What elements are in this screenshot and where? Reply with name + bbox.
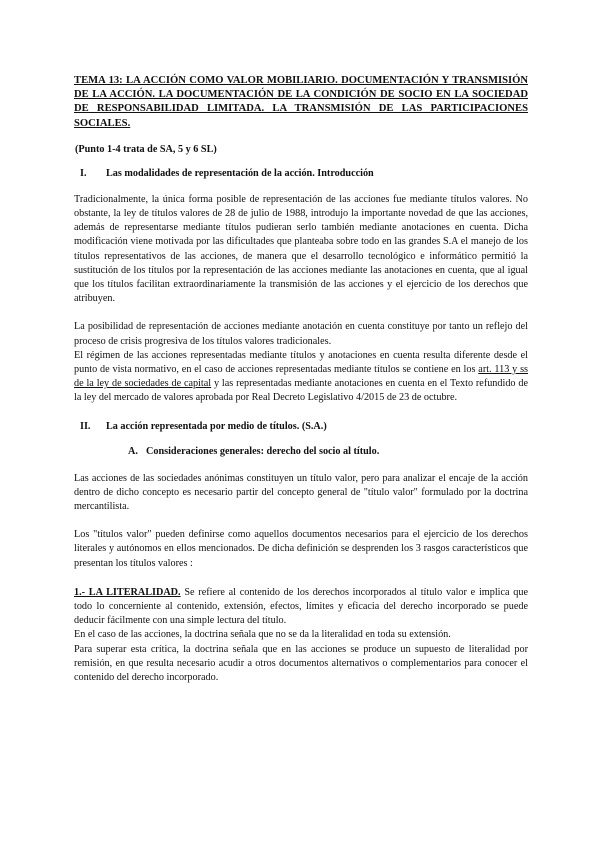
section-2-number: II. [80,420,91,432]
section-2-paragraph-4: En el caso de las acciones, la doctrina señala que no se da la literalidad en toda su extensión. [74,629,451,641]
section-1-paragraph-1: Tradicionalmente, la única forma posible de representación de las acciones fue mediante títulos valores. No obstante, la ley de títulos valores de 28 de julio de 1988, introdujo la importante novedad de que las acciones, además de representarse mediante títulos pudieran serlo también mediante anotaciones en cuenta. Dicha modificación viene motivada por las dificultades que planteaba sobre todo en las grandes S.A el manejo de los títulos representativos de las acciones, de manera que el desarrollo tecnológico e informático permitió la sustitución de los títulos por la representación de las acciones mediante las anotaciones en cuenta, que al igual que los títulos facilitan extraordinariamente la transmisión de las acciones y el ejercicio de los derechos que atribuyen. [74,193,528,305]
section-2-paragraph-5: Para superar esta crítica, la doctrina señala que en las acciones se produce un supuesto de literalidad por remisión, en que resulta necesario acudir a otros documentos alternativos o complementarios para conocer el contenido del derecho incorporado. [74,643,528,684]
document-page [74,74,528,685]
section-1-heading [74,168,528,179]
section-2-paragraph-1: Las acciones de las sociedades anónimas constituyen un título valor, pero para analizar el encaje de la acción dentro de dicho concepto es necesario partir del concepto general de "título valor" formulado por la doctrina mercantilista. [74,472,528,513]
section-1-title: Las modalidades de representación de la acción. Introducción [106,167,374,179]
document-title: TEMA 13: LA ACCIÓN COMO VALOR MOBILIARIO. DOCUMENTACIÓN Y TRANSMISIÓN DE LA ACCIÓN. LA DOCUMENTACIÓN DE LA CONDICIÓN DE SOCIO EN LA SOCIEDAD DE RESPONSABILIDAD LIMITADA. LA TRANSMISIÓN DE LAS PARTICIPACIONES SOCIALES. [74,75,528,129]
subsection-a-title: Consideraciones generales: derecho del socio al título. [146,445,380,457]
paragraph-3-text-b: y las representadas mediante anotaciones en cuenta en el Texto refundido de la ley del mercado de valores aprobada por Real Decreto Legislativo 4/2015 de 23 de octubre. [74,378,528,404]
section-1-number: I. [80,167,87,179]
paragraph-3-text-a: El régimen de las acciones representadas mediante títulos y anotaciones en cuenta resulta diferente desde el punto de vista normativo, en el caso de acciones representadas mediante títulos se contiene en los [74,349,528,376]
subsection-a-heading [74,446,528,457]
subsection-a-number: A. [128,445,138,457]
literalidad-paragraph [74,586,528,629]
literalidad-label: 1.- LA LITERALIDAD. [74,586,181,598]
literalidad-text: Se refiere al contenido de los derechos incorporados al título valor e implica que todo lo concerniente al contenido, extensión, efectos, límites y eficacia del derecho incorporado se puede deducir fácilmente con una simple lectura del título. [74,586,528,627]
law-reference-link[interactable]: art. 113 y ss de la ley de sociedades de capital [74,364,529,390]
section-1-paragraph-3 [74,349,528,406]
section-2-paragraph-2: Los "títulos valor" pueden definirse como aquellos documentos necesarios para el ejercicio de los derechos literales y autónomos en ellos mencionados. De dicha definición se desprenden los 3 rasgos característicos que presentan los títulos valores : [74,529,528,569]
section-1-paragraph-2: La posibilidad de representación de acciones mediante anotación en cuenta constituye por tanto un reflejo del proceso de crisis progresiva de los títulos valores tradicionales. [74,321,528,347]
punto-note: (Punto 1-4 trata de SA, 5 y 6 SL) [75,143,217,155]
section-2-title: La acción representada por medio de títulos. (S.A.) [106,420,327,432]
section-2-heading [74,421,528,432]
